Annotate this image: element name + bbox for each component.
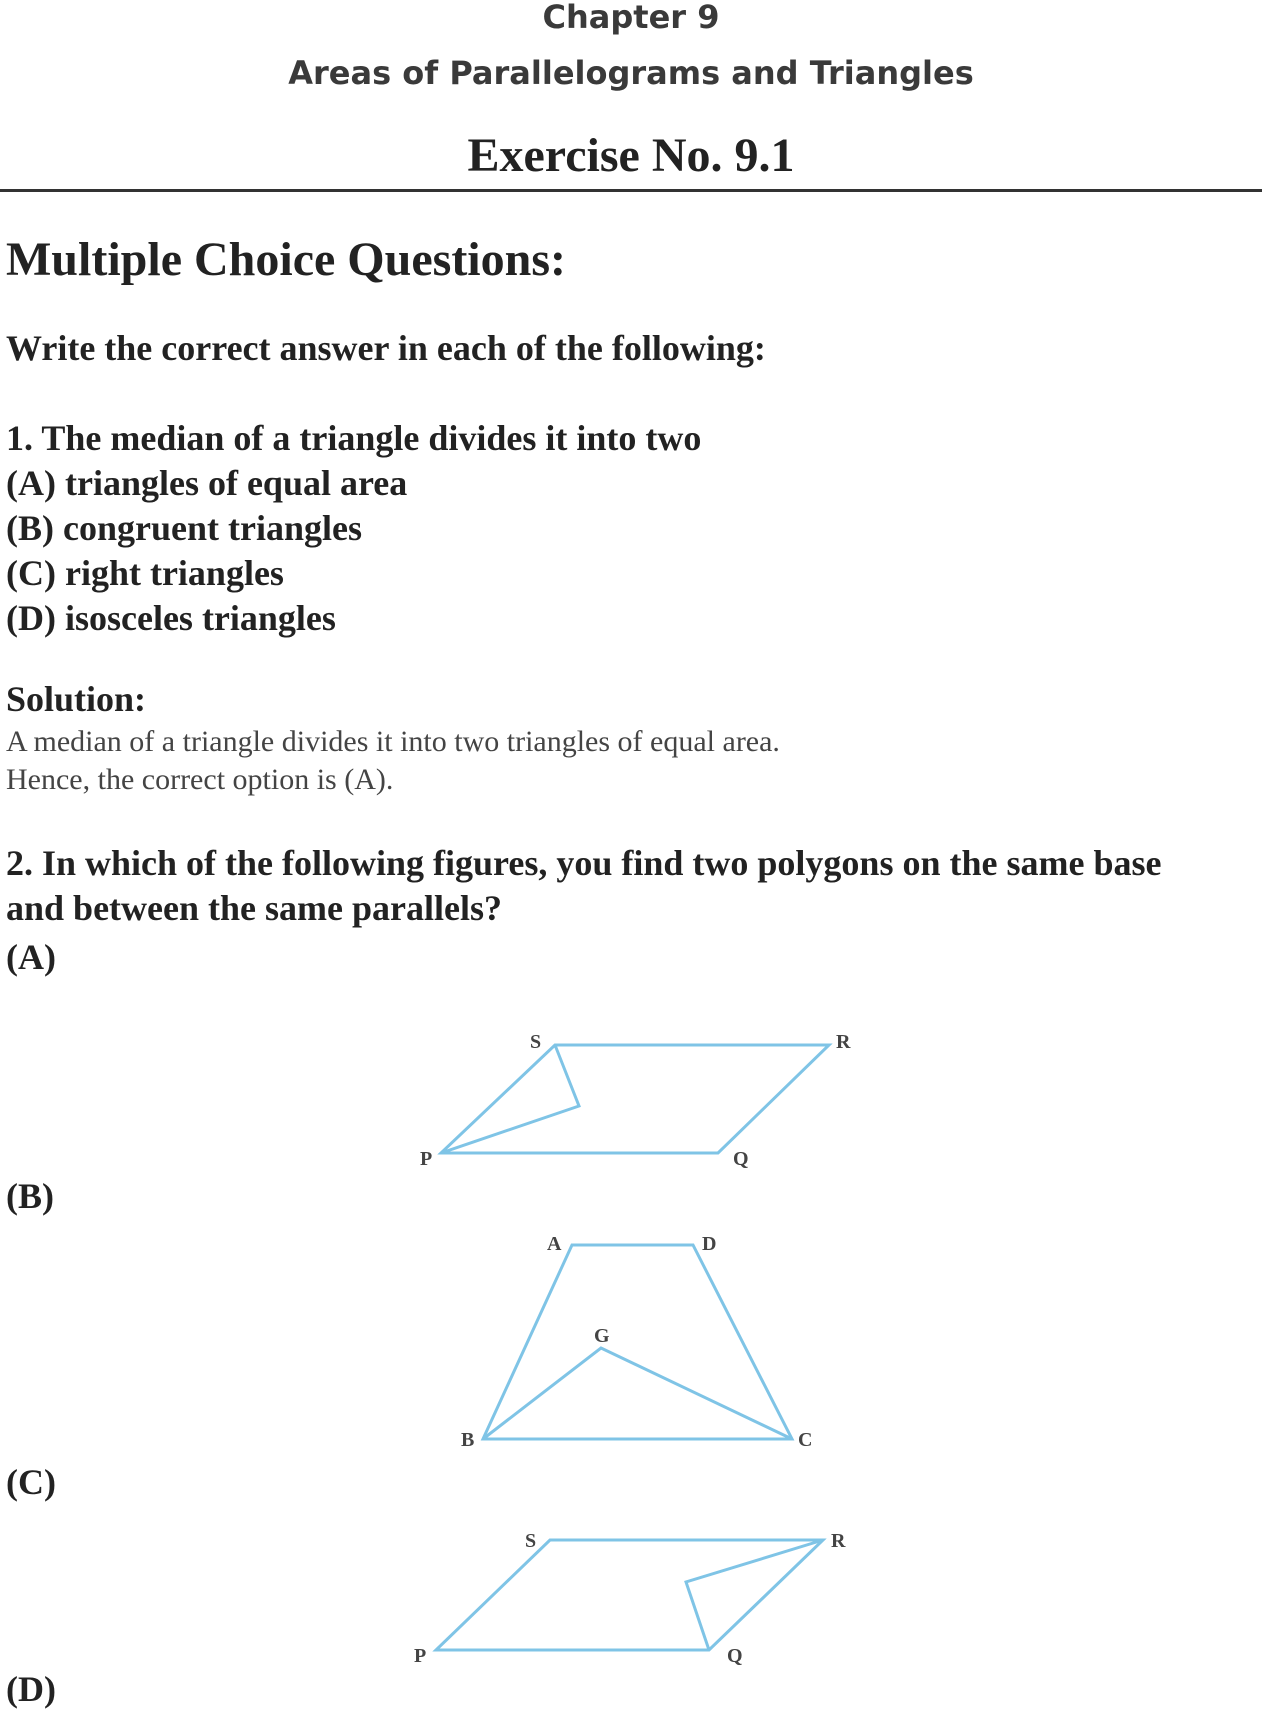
figure-a-label-r: R [836, 1031, 851, 1053]
figure-b-label-a: A [547, 1233, 562, 1255]
question-2-text-line-2: and between the same parallels? [6, 888, 502, 928]
figure-c-triangle [686, 1540, 823, 1650]
figure-a-label-q: Q [733, 1148, 749, 1170]
section-heading: Multiple Choice Questions: [6, 233, 566, 286]
question-2-option-c: (C) [6, 1462, 56, 1502]
section-instruction: Write the correct answer in each of the following: [6, 328, 766, 368]
chapter-title: Chapter 9 [542, 0, 720, 36]
figure-b-label-b: B [461, 1429, 475, 1451]
question-1-option-d: (D) isosceles triangles [6, 598, 336, 638]
figure-c-label-p: P [414, 1645, 427, 1667]
solution-line-1: A median of a triangle divides it into two triangles of equal area. [6, 725, 780, 758]
solution-line-2: Hence, the correct option is (A). [6, 763, 394, 796]
question-2-option-a: (A) [6, 937, 56, 977]
figure-c-label-s: S [525, 1530, 537, 1552]
figure-a-label-p: P [420, 1148, 433, 1170]
exercise-title: Exercise No. 9.1 [467, 129, 795, 182]
figure-c-label-r: R [831, 1530, 846, 1552]
figure-a-label-s: S [530, 1031, 542, 1053]
chapter-subtitle: Areas of Parallelograms and Triangles [288, 54, 974, 92]
question-1-option-c: (C) right triangles [6, 553, 284, 593]
figure-b-label-g: G [594, 1325, 610, 1347]
solution-heading: Solution: [6, 679, 147, 719]
question-1-option-b: (B) congruent triangles [6, 508, 362, 548]
figure-b-label-c: C [798, 1429, 813, 1451]
question-1-option-a: (A) triangles of equal area [6, 463, 408, 503]
figure-b-label-d: D [702, 1233, 717, 1255]
figure-c-label-q: Q [727, 1645, 743, 1667]
question-1-text: 1. The median of a triangle divides it into two [6, 418, 702, 458]
question-2-text-line-1: 2. In which of the following figures, you find two polygons on the same base [6, 843, 1162, 883]
question-2-option-d: (D) [6, 1669, 56, 1709]
question-2-option-b: (B) [6, 1176, 54, 1216]
